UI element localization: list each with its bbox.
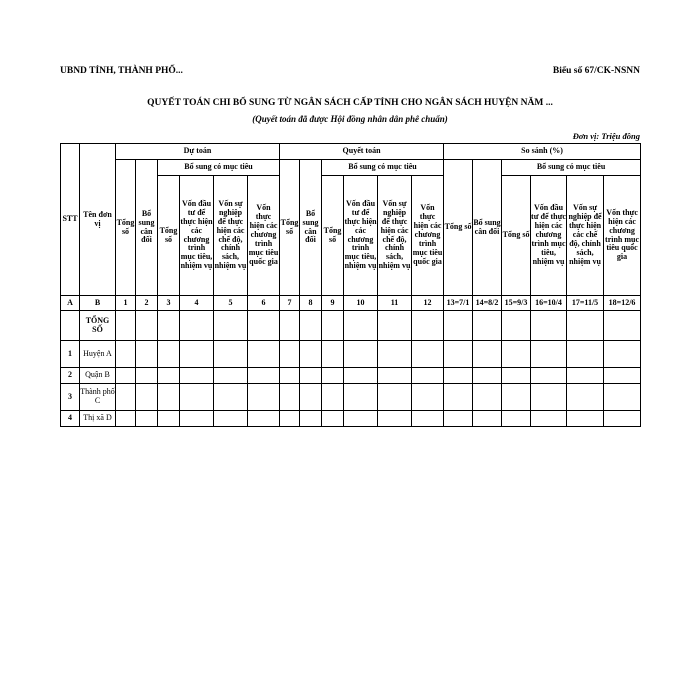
data-cell[interactable] <box>473 384 502 411</box>
data-cell[interactable] <box>322 368 344 384</box>
data-cell[interactable] <box>136 384 158 411</box>
column-code: 2 <box>136 296 158 311</box>
data-cell[interactable] <box>214 368 248 384</box>
data-cell[interactable] <box>180 341 214 368</box>
estimate-target-total-header: Tổng số <box>158 176 180 296</box>
name-header: Tên đơn vị <box>80 144 116 296</box>
column-code: 10 <box>344 296 378 311</box>
column-code: 5 <box>214 296 248 311</box>
data-cell[interactable] <box>567 384 604 411</box>
column-code: 7 <box>280 296 300 311</box>
data-cell[interactable] <box>136 368 158 384</box>
data-cell[interactable] <box>378 368 412 384</box>
data-cell[interactable] <box>473 311 502 341</box>
group-header-estimate: Dự toán <box>116 144 280 160</box>
data-cell[interactable] <box>444 341 473 368</box>
data-cell[interactable] <box>567 411 604 427</box>
data-cell[interactable] <box>473 368 502 384</box>
data-cell[interactable] <box>444 311 473 341</box>
report-title: QUYẾT TOÁN CHI BỔ SUNG TỪ NGÂN SÁCH CẤP TỈNH CHO NGÂN SÁCH HUYỆN NĂM ... <box>147 98 553 108</box>
data-cell[interactable] <box>180 311 214 341</box>
data-cell[interactable] <box>116 311 136 341</box>
data-cell[interactable] <box>116 411 136 427</box>
data-cell[interactable] <box>502 384 531 411</box>
column-code: 18=12/6 <box>604 296 641 311</box>
data-cell[interactable] <box>180 411 214 427</box>
column-code: 13=7/1 <box>444 296 473 311</box>
estimate-total-header: Tổng số <box>116 160 136 296</box>
data-cell[interactable] <box>531 384 567 411</box>
row-stt: 4 <box>61 411 80 427</box>
estimate-career-header: Vốn sự nghiệp để thực hiện các chế độ, chính sách, nhiệm vụ <box>214 176 248 296</box>
settlement-balance-header: Bổ sung cân đối <box>300 160 322 296</box>
unit-label: Đơn vị: Triệu đồng <box>572 131 640 141</box>
column-code: 6 <box>248 296 280 311</box>
data-cell[interactable] <box>248 368 280 384</box>
data-cell[interactable] <box>604 368 641 384</box>
data-cell[interactable] <box>214 341 248 368</box>
data-cell[interactable] <box>280 311 300 341</box>
data-cell[interactable] <box>531 311 567 341</box>
row-name: Thị xã D <box>80 411 116 427</box>
data-cell[interactable] <box>412 384 444 411</box>
group-header-settlement: Quyết toán <box>280 144 444 160</box>
data-cell[interactable] <box>444 368 473 384</box>
data-cell[interactable] <box>502 311 531 341</box>
data-cell[interactable] <box>300 341 322 368</box>
data-cell[interactable] <box>136 411 158 427</box>
agency-header: UBND TỈNH, THÀNH PHỐ... <box>60 66 183 76</box>
estimate-investment-header: Vốn đầu tư để thực hiện các chương trình mục tiêu, nhiệm vụ <box>180 176 214 296</box>
data-cell[interactable] <box>158 368 180 384</box>
settlement-target-header: Bổ sung có mục tiêu <box>322 160 444 176</box>
data-cell[interactable] <box>604 384 641 411</box>
data-cell[interactable] <box>180 368 214 384</box>
data-cell[interactable] <box>502 411 531 427</box>
data-cell[interactable] <box>248 311 280 341</box>
data-cell[interactable] <box>300 411 322 427</box>
data-cell[interactable] <box>158 341 180 368</box>
data-cell[interactable] <box>300 368 322 384</box>
data-cell[interactable] <box>604 341 641 368</box>
settlement-national-header: Vốn thực hiện các chương trình mục tiêu quốc gia <box>412 176 444 296</box>
column-code: 12 <box>412 296 444 311</box>
column-code: 1 <box>116 296 136 311</box>
column-code: 16=10/4 <box>531 296 567 311</box>
settlement-investment-header: Vốn đầu tư để thực hiện các chương trình mục tiêu, nhiệm vụ <box>344 176 378 296</box>
report-subtitle: (Quyết toán đã được Hội đồng nhân dân phê chuẩn) <box>252 114 448 124</box>
row-name: TỔNG SỐ <box>80 311 116 341</box>
row-stt: 3 <box>61 384 80 411</box>
table-row-total <box>61 311 641 341</box>
data-cell[interactable] <box>280 384 300 411</box>
data-cell[interactable] <box>473 341 502 368</box>
column-code: 17=11/5 <box>567 296 604 311</box>
data-cell[interactable] <box>344 411 378 427</box>
table-row <box>61 368 641 384</box>
data-cell[interactable] <box>344 341 378 368</box>
row-stt <box>61 311 80 341</box>
comparison-balance-header: Bổ sung cân đối <box>473 160 502 296</box>
data-cell[interactable] <box>378 384 412 411</box>
data-cell[interactable] <box>248 384 280 411</box>
data-cell[interactable] <box>248 341 280 368</box>
data-cell[interactable] <box>322 311 344 341</box>
settlement-career-header: Vốn sự nghiệp để thực hiện các chế độ, chính sách, nhiệm vụ <box>378 176 412 296</box>
data-cell[interactable] <box>158 384 180 411</box>
column-code: 14=8/2 <box>473 296 502 311</box>
row-name: Quận B <box>80 368 116 384</box>
data-cell[interactable] <box>531 411 567 427</box>
form-number: Biểu số 67/CK-NSNN <box>552 66 640 76</box>
budget-table <box>60 143 641 427</box>
data-cell[interactable] <box>567 311 604 341</box>
data-cell[interactable] <box>214 311 248 341</box>
comparison-national-header: Vốn thực hiện các chương trình mục tiêu quốc gia <box>604 176 641 296</box>
data-cell[interactable] <box>116 368 136 384</box>
data-cell[interactable] <box>531 368 567 384</box>
column-code: 9 <box>322 296 344 311</box>
data-cell[interactable] <box>300 311 322 341</box>
data-cell[interactable] <box>322 341 344 368</box>
estimate-target-header: Bổ sung có mục tiêu <box>158 160 280 176</box>
data-cell[interactable] <box>280 341 300 368</box>
data-cell[interactable] <box>444 384 473 411</box>
settlement-target-total-header: Tổng số <box>322 176 344 296</box>
data-cell[interactable] <box>180 384 214 411</box>
comparison-target-header: Bổ sung có mục tiêu <box>502 160 641 176</box>
data-cell[interactable] <box>502 368 531 384</box>
stt-header: STT <box>61 144 80 296</box>
data-cell[interactable] <box>136 311 158 341</box>
column-code-row <box>61 296 641 311</box>
column-code: 4 <box>180 296 214 311</box>
settlement-total-header: Tổng số <box>280 160 300 296</box>
data-cell[interactable] <box>412 341 444 368</box>
data-cell[interactable] <box>322 411 344 427</box>
data-cell[interactable] <box>300 384 322 411</box>
comparison-investment-header: Vốn đầu tư để thực hiện các chương trình mục tiêu, nhiệm vụ <box>531 176 567 296</box>
data-cell[interactable] <box>378 411 412 427</box>
data-cell[interactable] <box>412 368 444 384</box>
table-row <box>61 341 641 368</box>
data-cell[interactable] <box>158 311 180 341</box>
data-cell[interactable] <box>322 384 344 411</box>
data-cell[interactable] <box>116 341 136 368</box>
row-name: Huyện A <box>80 341 116 368</box>
data-cell[interactable] <box>531 341 567 368</box>
group-header-comparison: So sánh (%) <box>444 144 641 160</box>
table-row <box>61 384 641 411</box>
column-code: B <box>80 296 116 311</box>
data-cell[interactable] <box>344 311 378 341</box>
comparison-total-header: Tổng số <box>444 160 473 296</box>
data-cell[interactable] <box>444 411 473 427</box>
data-cell[interactable] <box>136 341 158 368</box>
column-code: A <box>61 296 80 311</box>
data-cell[interactable] <box>344 368 378 384</box>
row-stt: 1 <box>61 341 80 368</box>
row-name: Thành phố C <box>80 384 116 411</box>
data-cell[interactable] <box>412 411 444 427</box>
data-cell[interactable] <box>502 341 531 368</box>
comparison-career-header: Vốn sự nghiệp để thực hiện các chế độ, chính sách, nhiệm vụ <box>567 176 604 296</box>
data-cell[interactable] <box>214 384 248 411</box>
comparison-target-total-header: Tổng số <box>502 176 531 296</box>
data-cell[interactable] <box>214 411 248 427</box>
column-code: 11 <box>378 296 412 311</box>
data-cell[interactable] <box>378 311 412 341</box>
data-cell[interactable] <box>473 411 502 427</box>
data-cell[interactable] <box>248 411 280 427</box>
data-cell[interactable] <box>344 384 378 411</box>
data-cell[interactable] <box>604 311 641 341</box>
data-cell[interactable] <box>412 311 444 341</box>
row-stt: 2 <box>61 368 80 384</box>
estimate-national-header: Vốn thực hiện các chương trình mục tiêu quốc gia <box>248 176 280 296</box>
data-cell[interactable] <box>567 341 604 368</box>
data-cell[interactable] <box>116 384 136 411</box>
column-code: 3 <box>158 296 180 311</box>
data-cell[interactable] <box>280 368 300 384</box>
data-cell[interactable] <box>567 368 604 384</box>
column-code: 15=9/3 <box>502 296 531 311</box>
data-cell[interactable] <box>280 411 300 427</box>
column-code: 8 <box>300 296 322 311</box>
estimate-balance-header: Bổ sung cân đối <box>136 160 158 296</box>
table-row <box>61 411 641 427</box>
data-cell[interactable] <box>378 341 412 368</box>
data-cell[interactable] <box>604 411 641 427</box>
data-cell[interactable] <box>158 411 180 427</box>
